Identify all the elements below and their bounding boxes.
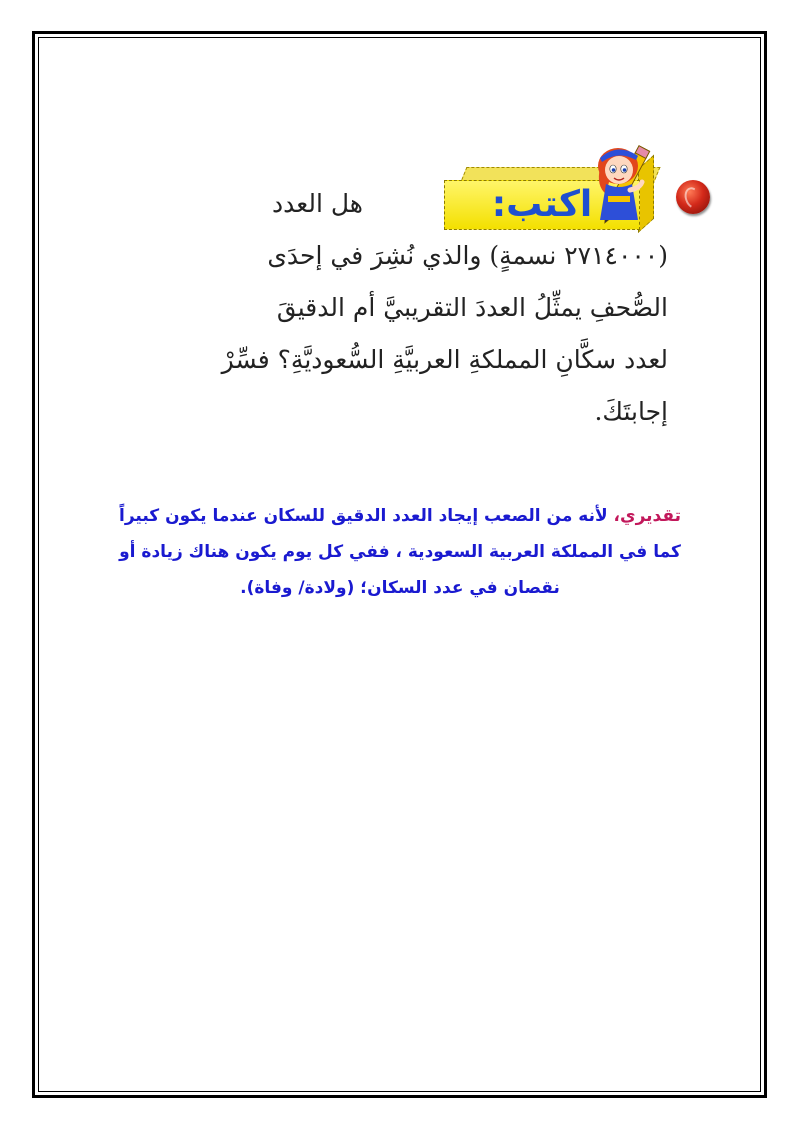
answer-line: كما في المملكة العربية السعودية ، ففي كل يوم يكون هناك زيادة أو — [119, 542, 681, 562]
answer-line — [80, 498, 720, 534]
answer-line: نقصان في عدد السكان؛ (ولادة/ وفاة). — [240, 578, 560, 598]
answer-line-text: لأنه من الصعب إيجاد العدد الدقيق للسكان عندما يكون كبيراً — [119, 506, 614, 526]
write-badge-label: اكتب: — [491, 184, 593, 225]
question-line: (٢٧١٤٠٠٠ نسمةٍ) والذي نُشِرَ في إحدَى — [267, 241, 668, 270]
question-bullet-icon — [676, 180, 710, 214]
question-line: هل العدد — [272, 189, 363, 218]
question-line: لعدد سكَّانِ المملكةِ العربيَّةِ السُّعوديَّةِ؟ فسِّرْ — [221, 345, 668, 374]
question-text — [198, 178, 668, 438]
question-line: إجابتَكَ. — [594, 397, 668, 426]
question-line: الصُّحفِ يمثِّلُ العددَ التقريبيَّ أم الدقيقَ — [276, 293, 668, 322]
answer-label: تقديري، — [613, 506, 681, 526]
answer-text — [80, 498, 720, 606]
